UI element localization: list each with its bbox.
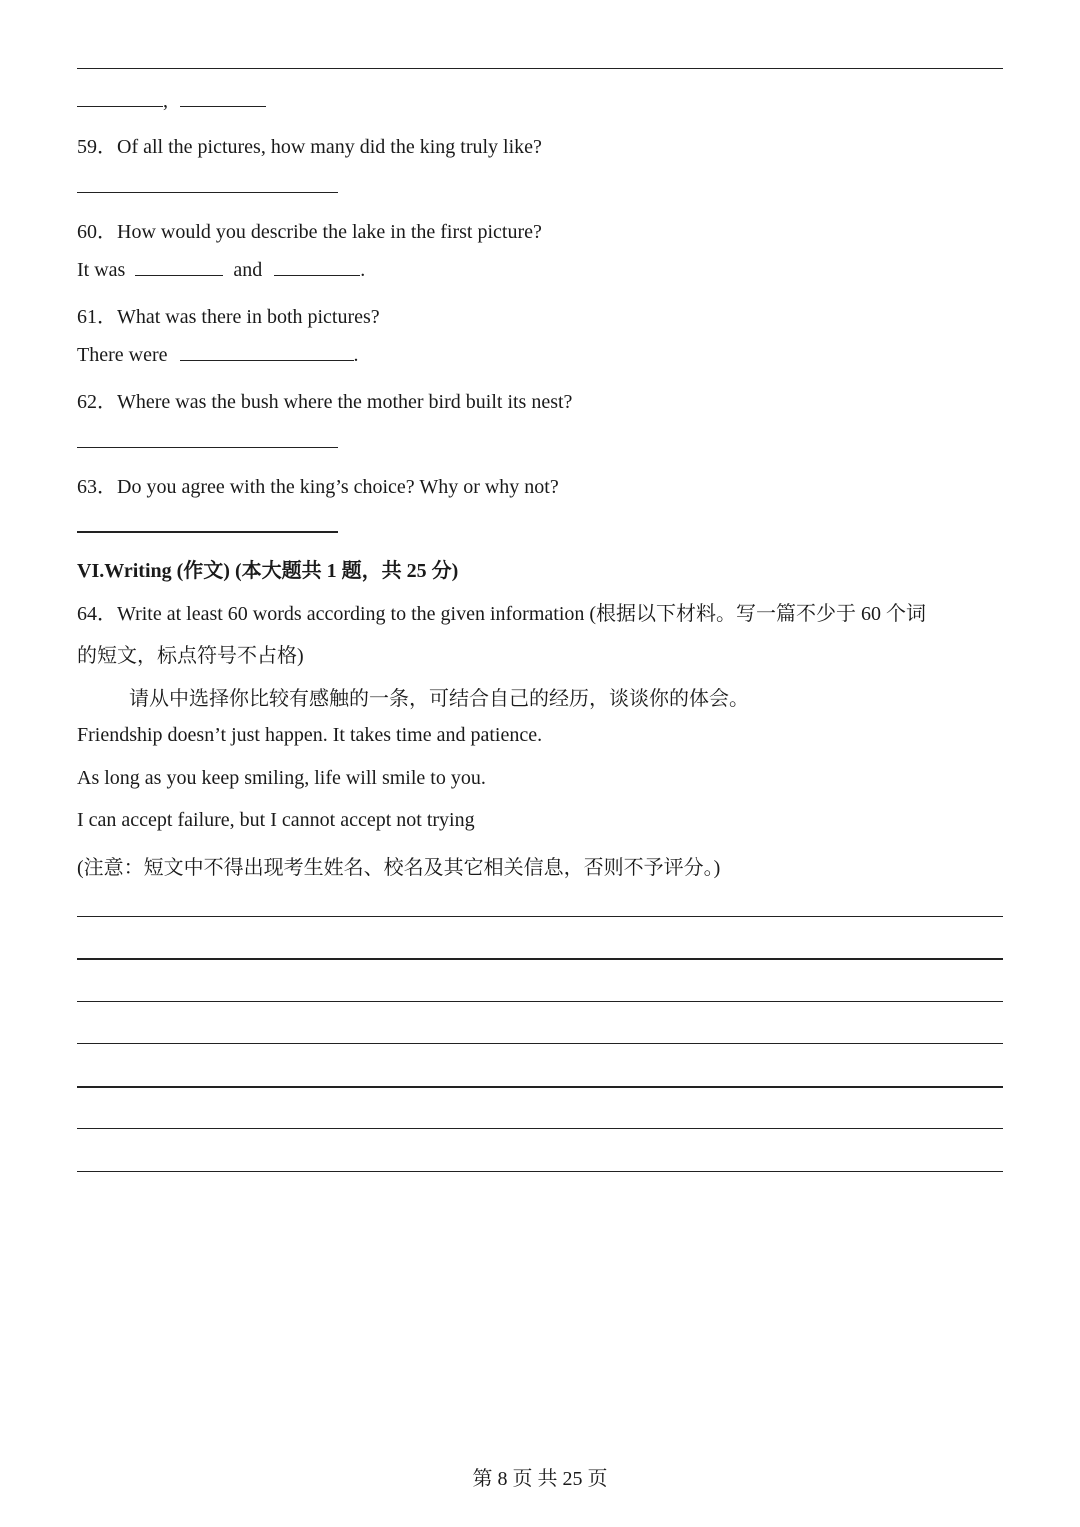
question-text: Write at least 60 words according to the given information (根据以下材料。写一篇不少于 60 个词: [117, 603, 927, 625]
writing-instruction: 请从中选择你比较有感触的一条，可结合自己的经历，谈谈你的体会。: [129, 688, 749, 710]
quote-3: I can accept failure, but I cannot accept not trying: [77, 809, 475, 831]
question-number: 63．: [77, 476, 117, 498]
answer-join: and: [233, 259, 263, 281]
answer-blank[interactable]: [135, 257, 223, 276]
writing-line[interactable]: [77, 1128, 1003, 1129]
answer-blank[interactable]: [180, 342, 354, 361]
question-number: 62．: [77, 391, 117, 413]
top-answer-line: [77, 68, 1003, 69]
writing-line[interactable]: [77, 1171, 1003, 1172]
question-text: What was there in both pictures?: [117, 306, 380, 328]
question-number: 61．: [77, 306, 117, 328]
answer-60: [77, 257, 365, 282]
q58-answer-blanks: [77, 88, 266, 113]
question-64-line1: [77, 597, 926, 626]
section-title: VI.Writing (作文) (本大题共 1 题，共 25 分): [77, 560, 459, 582]
page-footer: 第 8 页 共 25 页: [472, 1468, 608, 1490]
question-text: Do you agree with the king’s choice? Why or why not?: [117, 476, 559, 498]
answer-end: .: [360, 259, 366, 281]
quote-1: Friendship doesn’t just happen. It takes time and patience.: [77, 724, 543, 746]
answer-blank[interactable]: [180, 88, 266, 107]
question-text: How would you describe the lake in the first picture?: [117, 221, 542, 243]
answer-blank[interactable]: [274, 257, 360, 276]
question-62: [77, 385, 572, 414]
quote-2: As long as you keep smiling, life will smile to you.: [77, 767, 486, 789]
question-number: 60．: [77, 221, 117, 243]
answer-end: .: [353, 344, 359, 366]
writing-note: (注意：短文中不得出现考生姓名、校名及其它相关信息，否则不予评分。): [77, 857, 721, 879]
answer-line-63[interactable]: [77, 531, 338, 533]
answer-61: [77, 342, 359, 367]
writing-line[interactable]: [77, 1043, 1003, 1044]
answer-line-62[interactable]: [77, 447, 338, 448]
writing-line[interactable]: [77, 1001, 1003, 1002]
question-59: [77, 130, 542, 159]
writing-line[interactable]: [77, 916, 1003, 917]
question-number: 64．: [77, 603, 117, 625]
comma: ,: [163, 90, 168, 112]
question-number: 59．: [77, 136, 117, 158]
writing-line[interactable]: [77, 958, 1003, 960]
question-60: [77, 215, 542, 244]
writing-line[interactable]: [77, 1086, 1003, 1088]
question-63: [77, 470, 559, 499]
question-text: Of all the pictures, how many did the king truly like?: [117, 136, 542, 158]
question-61: [77, 300, 380, 329]
answer-prefix: There were: [77, 344, 168, 366]
question-64-line2: 的短文，标点符号不占格): [77, 645, 304, 667]
answer-blank[interactable]: [77, 88, 163, 107]
answer-line-59[interactable]: [77, 192, 338, 193]
question-text: Where was the bush where the mother bird built its nest?: [117, 391, 573, 413]
answer-prefix: It was: [77, 259, 126, 281]
